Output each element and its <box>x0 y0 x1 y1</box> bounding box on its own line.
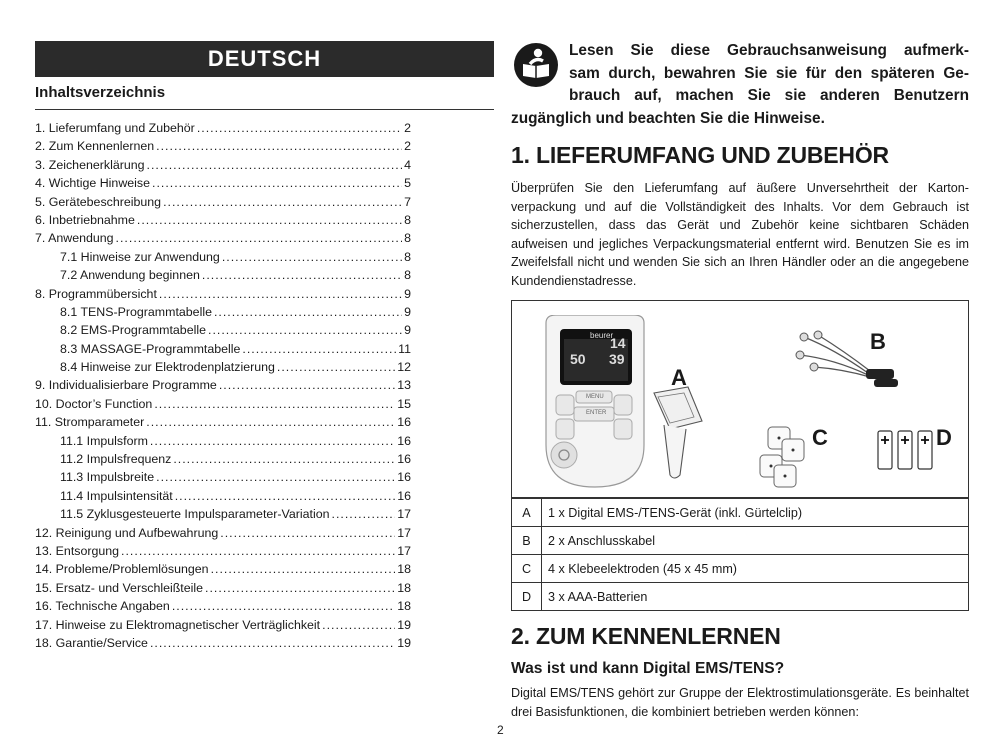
toc-entry-title: 13. Entsorgung <box>35 543 120 558</box>
device-enter-button: ENTER <box>586 410 607 416</box>
scope-of-delivery-table <box>511 498 969 611</box>
section-2-subtitle: Was ist und kann Digital EMS/TENS? <box>511 660 785 677</box>
toc-entry-title: 9. Individualisierbare Programme <box>35 378 217 393</box>
toc-entry-page: 18 <box>397 562 411 577</box>
table-row <box>512 555 969 583</box>
toc-entry-page: 17 <box>397 525 411 540</box>
toc-leader-dots <box>146 413 395 431</box>
table-cell-key: C <box>512 555 542 583</box>
toc-leader-dots <box>242 340 396 358</box>
toc-entry <box>35 413 411 431</box>
device-screen-top: 14 <box>610 335 626 351</box>
toc-entry <box>35 524 411 542</box>
toc-entry <box>35 193 411 211</box>
toc-entry-title: 7.2 Anwendung beginnen <box>60 268 200 283</box>
intro-notice <box>511 40 969 130</box>
device-menu-button: MENU <box>586 394 604 400</box>
toc-leader-dots <box>116 229 403 247</box>
toc-entry-page: 16 <box>397 488 411 503</box>
toc-entry-title: 11.4 Impulsintensität <box>60 488 173 503</box>
toc-entry-title: 11.1 Impulsform <box>60 433 148 448</box>
toc-leader-dots <box>173 450 395 468</box>
toc-entry-title: 11.3 Impulsbreite <box>60 470 155 485</box>
batteries-image <box>876 427 938 471</box>
toc-entry-page: 16 <box>397 452 411 467</box>
toc-entry-title: 7.1 Hinweise zur Anwendung <box>60 249 220 264</box>
toc-entry-page: 8 <box>404 212 411 227</box>
toc-entry <box>35 560 411 578</box>
toc-entry <box>35 211 411 229</box>
page-number: 2 <box>497 723 504 737</box>
table-cell-value: 4 x Klebeelektroden (45 x 45 mm) <box>542 555 969 583</box>
toc-entry-title: 3. Zeichenerklärung <box>35 157 145 172</box>
section-2-body: Digital EMS/TENS gehört zur Gruppe der Elektrostimulationsgeräte. Es beinhaltet drei Basisfunktionen, die kombiniert betrieben werden können: <box>511 686 969 719</box>
toc-entry <box>35 266 411 284</box>
toc-leader-dots <box>163 193 402 211</box>
table-row <box>512 527 969 555</box>
toc-entry-title: 11.2 Impulsfrequenz <box>60 452 172 467</box>
toc-leader-dots <box>147 156 403 174</box>
toc-entry-title: 10. Doctor’s Function <box>35 396 153 411</box>
figure-label-c: C <box>812 425 828 450</box>
toc-leader-dots <box>150 432 395 450</box>
toc-leader-dots <box>137 211 402 229</box>
electrodes-image <box>758 425 820 491</box>
toc-entry-page: 2 <box>404 139 411 154</box>
toc-entry-page: 8 <box>404 249 411 264</box>
intro-line-1: Lesen Sie diese Gebrauchsanweisung aufmerk- <box>569 42 969 59</box>
toc-entry <box>35 597 411 615</box>
table-row <box>512 583 969 611</box>
toc-entry-page: 17 <box>397 507 411 522</box>
toc-entry <box>35 634 411 652</box>
device-brand: beurer <box>590 331 614 340</box>
toc-leader-dots <box>121 542 395 560</box>
toc-entry-page: 18 <box>397 599 411 614</box>
toc-entry-page: 4 <box>404 157 411 172</box>
toc-entry <box>35 450 411 468</box>
scope-of-delivery-figure <box>511 300 969 498</box>
toc-entry <box>35 119 411 137</box>
toc-leader-dots <box>152 174 402 192</box>
toc-entry-title: 8.4 Hinweise zur Elektrodenplatzierung <box>60 360 275 375</box>
toc-entry-page: 19 <box>397 617 411 632</box>
toc-entry <box>35 156 411 174</box>
table-cell-value: 2 x Anschlusskabel <box>542 527 969 555</box>
toc-entry-page: 9 <box>404 286 411 301</box>
toc-entry-page: 8 <box>404 268 411 283</box>
toc-entry-page: 17 <box>397 543 411 558</box>
toc-leader-dots <box>332 505 396 523</box>
toc-entry-page: 8 <box>404 231 411 246</box>
toc-entry-page: 12 <box>397 360 411 375</box>
toc-entry-title: 8.2 EMS-Programmtabelle <box>60 323 206 338</box>
figure-label-d: D <box>936 425 952 450</box>
toc-entry-title: 8.3 MASSAGE-Programmtabelle <box>60 341 241 356</box>
toc-entry-title: 14. Probleme/Problemlösungen <box>35 562 209 577</box>
toc-leader-dots <box>197 119 402 137</box>
toc-entry-page: 19 <box>397 635 411 650</box>
toc-entry-page: 9 <box>404 323 411 338</box>
table-row <box>512 499 969 527</box>
table-cell-key: D <box>512 583 542 611</box>
cables-image <box>794 329 904 391</box>
toc-entry <box>35 395 411 413</box>
belt-clip-image <box>644 385 706 483</box>
language-banner <box>35 41 494 77</box>
toc-leader-dots <box>159 285 402 303</box>
intro-line-3: brauch auf, machen Sie sie anderen Benutzern <box>569 87 969 104</box>
toc-leader-dots <box>202 266 402 284</box>
toc-leader-dots <box>211 560 396 578</box>
toc-leader-dots <box>150 634 395 652</box>
toc-leader-dots <box>156 468 395 486</box>
toc-entry-title: 11. Stromparameter <box>35 415 145 430</box>
toc-leader-dots <box>220 524 395 542</box>
section-1-body: Überprüfen Sie den Lieferumfang auf äußere Unversehrtheit der Karton-verpackung und auf die Vollständigkeit des Inhalts. Vor dem Gebrauch ist sicherzustellen, dass das Gerät und Zubehör keine sichtbaren Schäden aufweisen und jegliches Verpackungsmaterial entfernt wird. Benutzen Sie es im Zweifelsfall nicht und wenden Sie sich an Ihren Händler oder an die angegebene Kundendienstadresse. <box>511 181 969 288</box>
toc-entry-title: 11.5 Zyklusgesteuerte Impulsparameter-Variation <box>60 507 330 522</box>
toc-entry-page: 15 <box>397 396 411 411</box>
right-column <box>511 40 969 721</box>
toc-entry <box>35 579 411 597</box>
intro-line-4: zugänglich und beachten Sie die Hinweise. <box>511 109 825 127</box>
toc-entry-title: 2. Zum Kennenlernen <box>35 139 155 154</box>
toc-entry <box>35 321 411 339</box>
toc-entry <box>35 616 411 634</box>
toc-entry-title: 16. Technische Angaben <box>35 599 170 614</box>
toc-entry-title: 5. Gerätebeschreibung <box>35 194 162 209</box>
toc-entry <box>35 487 411 505</box>
toc-entry-page: 16 <box>397 433 411 448</box>
toc-entry-page: 13 <box>397 378 411 393</box>
toc-leader-dots <box>222 248 402 266</box>
toc-entry <box>35 432 411 450</box>
toc-leader-dots <box>322 616 395 634</box>
toc-entry-page: 7 <box>404 194 411 209</box>
toc-leader-dots <box>214 303 402 321</box>
toc-leader-dots <box>205 579 395 597</box>
toc-leader-dots <box>156 137 402 155</box>
toc-leader-dots <box>219 376 395 394</box>
figure-label-b: B <box>870 329 886 354</box>
toc-entry-title: 15. Ersatz- und Verschleißteile <box>35 580 204 595</box>
toc-entry-page: 2 <box>404 121 411 135</box>
toc-entry <box>35 137 411 155</box>
language-label: DEUTSCH <box>207 46 322 71</box>
toc-entry <box>35 505 411 523</box>
toc-entry <box>35 248 411 266</box>
toc-entry <box>35 468 411 486</box>
section-2-title: 2. ZUM KENNENLERNEN <box>511 623 781 649</box>
table-cell-value: 1 x Digital EMS-/TENS-Gerät (inkl. Gürtelclip) <box>542 499 969 527</box>
toc-entry-page: 5 <box>404 176 411 191</box>
toc-leader-dots <box>175 487 395 505</box>
toc-entry-title: 7. Anwendung <box>35 231 114 246</box>
toc-entry-page: 9 <box>404 304 411 319</box>
toc-divider <box>35 109 494 110</box>
toc-entry <box>35 358 411 376</box>
table-cell-key: A <box>512 499 542 527</box>
toc-leader-dots <box>172 597 395 615</box>
toc-entry-title: 4. Wichtige Hinweise <box>35 176 151 191</box>
toc-leader-dots <box>277 358 395 376</box>
read-manual-icon <box>513 42 559 88</box>
toc-entry-title: 17. Hinweise zu Elektromagnetischer Verträglichkeit <box>35 617 321 632</box>
toc-entry-title: 1. Lieferumfang und Zubehör <box>35 121 195 135</box>
toc-entry-title: 8.1 TENS-Programmtabelle <box>60 304 212 319</box>
device-screen-right: 39 <box>609 351 625 367</box>
toc-entry <box>35 303 411 321</box>
toc-entry-title: 18. Garantie/Service <box>35 635 148 650</box>
toc-entry-title: 12. Reinigung und Aufbewahrung <box>35 525 219 540</box>
device-screen-left: 50 <box>570 351 586 367</box>
toc-entry <box>35 542 411 560</box>
ems-tens-device-image <box>534 315 654 491</box>
table-of-contents <box>35 119 411 652</box>
figure-label-a: A <box>671 365 687 390</box>
table-cell-value: 3 x AAA-Batterien <box>542 583 969 611</box>
toc-entry-page: 16 <box>397 470 411 485</box>
toc-entry-title: 8. Programmübersicht <box>35 286 157 301</box>
toc-entry-title: 6. Inbetriebnahme <box>35 212 135 227</box>
section-1-title: 1. LIEFERUMFANG UND ZUBEHÖR <box>511 142 889 168</box>
intro-line-2: sam durch, bewahren Sie sie für den späteren Ge- <box>569 64 969 82</box>
toc-entry-page: 18 <box>397 580 411 595</box>
toc-entry <box>35 376 411 394</box>
toc-entry <box>35 340 411 358</box>
left-column <box>35 41 494 652</box>
toc-entry <box>35 285 411 303</box>
toc-leader-dots <box>154 395 395 413</box>
toc-entry <box>35 229 411 247</box>
table-cell-key: B <box>512 527 542 555</box>
toc-entry-page: 11 <box>398 341 411 356</box>
toc-entry-page: 16 <box>397 415 411 430</box>
toc-entry <box>35 174 411 192</box>
toc-leader-dots <box>208 321 402 339</box>
toc-title: Inhaltsverzeichnis <box>35 84 166 101</box>
